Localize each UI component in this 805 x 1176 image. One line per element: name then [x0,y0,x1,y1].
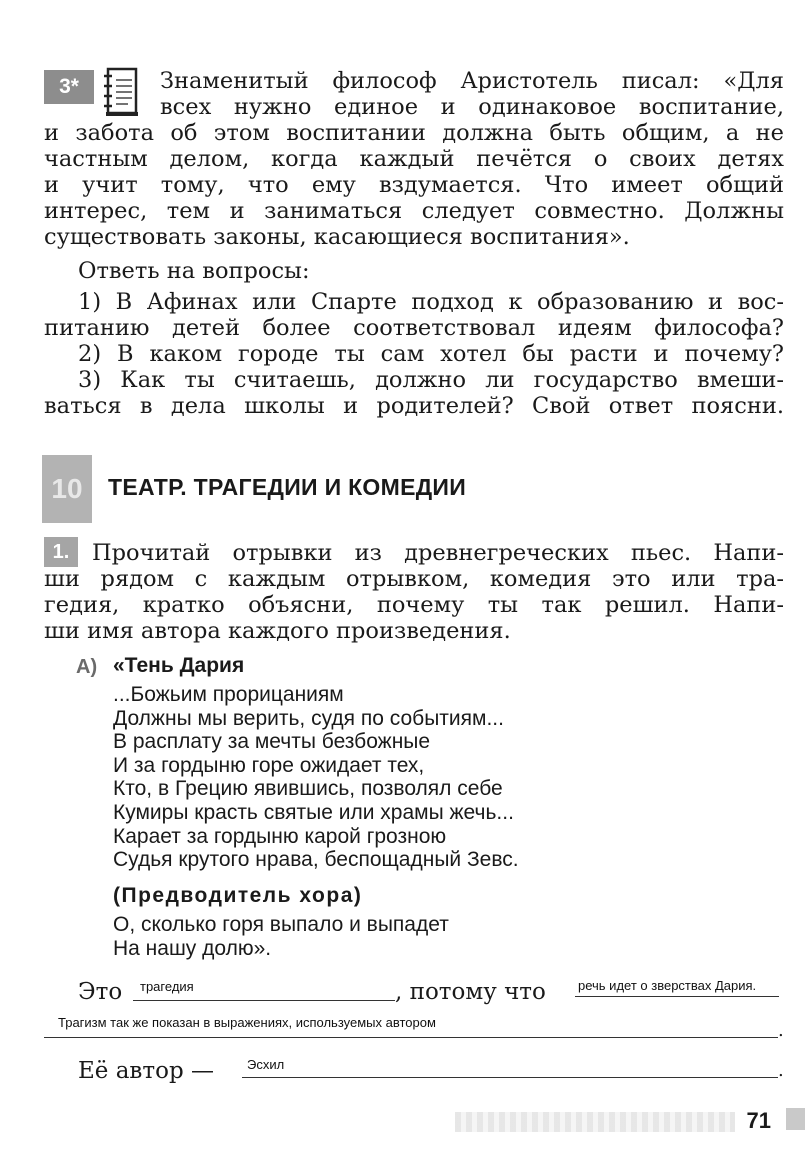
task3-line: всех нужно единое и одинаковое воспитание, [160,94,784,120]
verse-line: Кто, в Грецию явившись, позволял себе [113,777,503,801]
answer-dot: . [778,1060,784,1081]
answer-line [575,996,779,997]
task3-question: питанию детей более соответствовал идеям философа? [44,315,784,341]
verse-line: И за гордыню горе ожидает тех, [113,753,425,777]
task1-line: ши рядом с каждым отрывком, комедия это или тра- [44,566,784,592]
excerpt-verse [113,913,449,960]
answer-reason-continued[interactable]: Трагизм так же показан в выражениях, используемых автором [58,1015,436,1030]
verse-line: ...Божьим прорицаниям [113,683,344,706]
section-number-badge: 10 [42,455,92,523]
task3-question: 1) В Афинах или Спарте подход к образованию и вос- [78,289,784,315]
excerpt-speaker: (Предводитель хора) [113,884,363,907]
verse-line: На нашу долю». [113,936,272,960]
task3-question: ваться в дела школы и родителей? Свой ответ поясни. [44,393,784,419]
excerpt-verse [113,683,519,872]
verse-line: Кумиры красть святые или храмы жечь... [113,800,514,824]
task3-question: 3) Как ты считаешь, должно ли государство вмеши- [78,367,784,393]
task3-line: и учит тому, что ему вздумается. Что имеет общий [44,172,784,198]
answer-label-this: Это [78,979,123,1005]
task3-line: интерес, тем и заниматься следует совместно. Должны [44,198,784,224]
task3-line: частным делом, когда каждый печётся о своих детях [44,146,784,172]
answer-label-author: Её автор — [78,1058,214,1084]
answer-author[interactable]: Эсхил [247,1057,285,1072]
task3-line: и забота об этом воспитании должна быть общим, а не [44,120,784,146]
task1-line: Прочитай отрывки из древнегреческих пьес. Напи- [92,540,784,566]
answer-line [133,1000,395,1001]
task1-line: ши имя автора каждого произведения. [44,618,511,644]
answer-genre[interactable]: трагедия [140,979,194,994]
verse-line: Должны мы верить, судя по событиям... [113,706,504,730]
verse-line: Карает за гордыню карой грозною [113,824,447,848]
verse-line: Судья крутого нрава, беспощадный Зевс. [113,848,519,872]
answer-line [44,1037,778,1038]
excerpt-letter: А) [76,656,98,678]
task-number-badge: 3* [44,70,94,104]
page-number: 71 [746,1108,771,1133]
answer-dot: . [778,1020,784,1041]
task3-question: 2) В каком городе ты сам хотел бы расти и почему? [78,341,784,367]
notebook-icon [102,66,140,118]
verse-line: В расплату за мечты безбожные [113,730,431,754]
page-corner [786,1108,805,1130]
task1-line: гедия, кратко объясни, почему ты так решил. Напи- [44,592,784,618]
task3-line: существовать законы, касающиеся воспитания». [44,224,630,250]
footer-band [455,1112,735,1132]
answer-reason[interactable]: речь идет о зверствах Дария. [578,978,757,993]
verse-line: О, сколько горя выпало и выпадет [113,913,449,936]
task-number-badge: 1. [44,537,78,567]
answer-label-because: , потому что [395,979,546,1005]
excerpt-title: «Тень Дария [113,654,245,677]
task3-prompt: Ответь на вопросы: [78,258,310,284]
task3-line: Знаменитый философ Аристотель писал: «Для [160,68,784,94]
answer-line [242,1077,778,1078]
section-title: ТЕАТР. ТРАГЕДИИ И КОМЕДИИ [108,474,467,500]
